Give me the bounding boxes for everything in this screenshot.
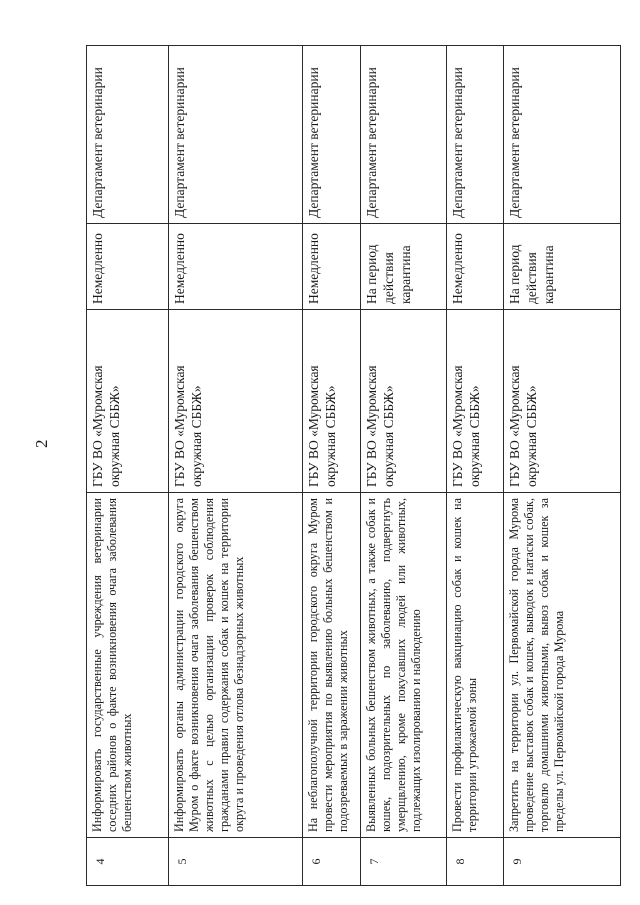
row-number: 8 [447, 838, 504, 886]
row-number: 9 [504, 838, 621, 886]
measure-text: Выявленных больных бешенством животных, а также собак и кошек, подозрительных по заболеванию, подвергнуть умерщвлению, кроме покусавших людей или животных, подлежащих изолированию и наблюдению [361, 493, 447, 838]
row-number: 5 [169, 838, 303, 886]
responsible: Департамент ветеринарии [169, 46, 303, 224]
executor: ГБУ ВО «Муромская окружная СББЖ» [361, 310, 447, 493]
term: Немедленно [303, 224, 361, 310]
term: Немедленно [169, 224, 303, 310]
executor: ГБУ ВО «Муромская окружная СББЖ» [169, 310, 303, 493]
responsible: Департамент ветеринарии [303, 46, 361, 224]
measure-text: Информировать государственные учреждения ветеринарии соседних районов о факте возникновения очага заболевания бешенством животных [87, 493, 169, 838]
table-row [303, 46, 361, 886]
responsible: Департамент ветеринарии [504, 46, 621, 224]
table-row [169, 46, 303, 886]
term: На период действия карантина [504, 224, 621, 310]
measure-text: На неблагополучной территории городского округа Муром провести мероприятия по выявлению больных бешенством и подозреваемых в заражении животных [303, 493, 361, 838]
executor: ГБУ ВО «Муромская окружная СББЖ» [303, 310, 361, 493]
page-number: 2 [32, 439, 51, 448]
table-row [447, 46, 504, 886]
responsible: Департамент ветеринарии [361, 46, 447, 224]
term: На период действия карантина [361, 224, 447, 310]
row-number: 4 [87, 838, 169, 886]
table-row [87, 46, 169, 886]
measures-table-rotated [86, 46, 621, 886]
row-number: 7 [361, 838, 447, 886]
responsible: Департамент ветеринарии [87, 46, 169, 224]
measure-text: Провести профилактическую вакцинацию собак и кошек на территории угрожаемой зоны [447, 493, 504, 838]
measures-table [86, 45, 621, 886]
executor: ГБУ ВО «Муромская окружная СББЖ» [447, 310, 504, 493]
term: Немедленно [87, 224, 169, 310]
measure-text: Информировать органы администрации городского округа Муром о факте возникновения очага заболевания бешенством животных с целью организации проверок соблюдения гражданами правил содержания собак и кошек на территории округа и проведения отлова безнадзорных животных [169, 493, 303, 838]
executor: ГБУ ВО «Муромская окружная СББЖ» [504, 310, 621, 493]
measure-text: Запретить на территории ул. Первомайской города Мурома проведение выставок собак и кошек, выводок и натаски собак, торговлю домашними животными, вывоз собак и кошек за пределы ул. Первомайской города Мурома [504, 493, 621, 838]
executor: ГБУ ВО «Муромская окружная СББЖ» [87, 310, 169, 493]
responsible: Департамент ветеринарии [447, 46, 504, 224]
row-number: 6 [303, 838, 361, 886]
term: Немедленно [447, 224, 504, 310]
table-row [361, 46, 447, 886]
table-row [504, 46, 621, 886]
